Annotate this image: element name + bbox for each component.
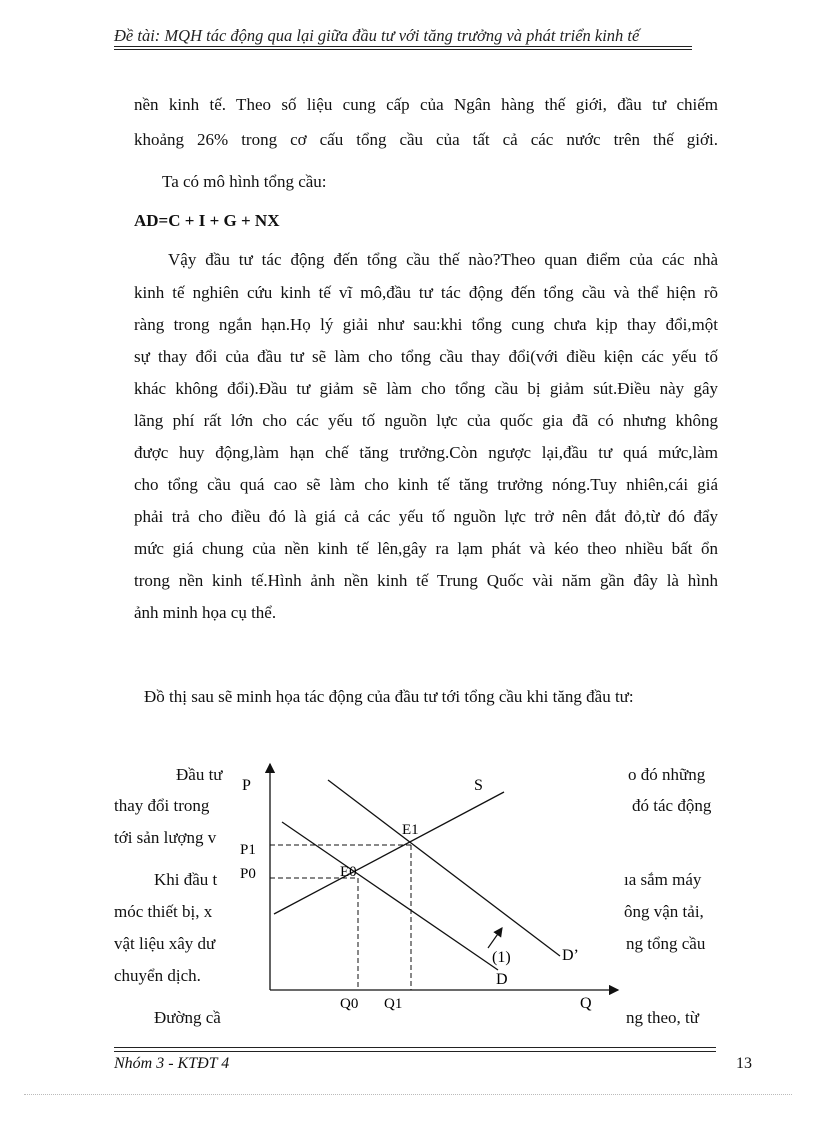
axis-label-q: Q	[580, 995, 592, 1012]
right-fragment: đó tác động	[632, 796, 712, 815]
page-edge-dotted-line	[24, 1094, 792, 1095]
left-fragment: Đầu tư	[176, 765, 223, 784]
para2-line: khác không đổi).Đầu tư giảm sẽ làm cho tổng cầu bị giảm sút.Điều này gây	[134, 379, 718, 398]
tick-label-p1: P1	[240, 842, 256, 858]
para2-line: trong nền kinh tế.Hình ảnh nền kinh tế Trung Quốc vài năm gần đây là hình	[134, 571, 718, 590]
right-fragment: ıa sắm máy	[624, 870, 702, 889]
header-rule-2	[114, 49, 692, 50]
axis-label-p: P	[242, 777, 251, 794]
ad-formula: AD=C + I + G + NX	[134, 211, 280, 230]
para2-line: lãng phí rất lớn cho các yếu tố nguồn lực của quốc gia đã có nhưng không	[134, 411, 718, 430]
left-fragment: vật liệu xây dư	[114, 934, 216, 953]
para2-line: ràng trong ngắn hạn.Họ lý giải như sau:khi tổng cung chưa kịp thay đổi,một	[134, 315, 718, 334]
curve-label-s: S	[474, 777, 483, 794]
para1-line: nền kinh tế. Theo số liệu cung cấp của Ngân hàng thế giới, đầu tư chiếm	[134, 95, 718, 114]
left-fragment: Khi đầu t	[154, 870, 218, 889]
footer-rule	[114, 1047, 716, 1048]
para2-line: kinh tế nghiên cứu kinh tế vĩ mô,đầu tư tác động đến tổng cầu và thể hiện rõ	[134, 283, 718, 302]
left-fragment: móc thiết bị, x	[114, 902, 213, 921]
right-fragment: ng tổng cầu	[626, 934, 706, 953]
left-fragment: Đường cầ	[154, 1008, 221, 1027]
header-rule	[114, 46, 692, 47]
para2-line: phải trả cho điều đó là giá cả các yếu tố nguồn lực trở nên đắt đỏ,từ đó đẩy	[134, 507, 718, 526]
page-header-title: Đề tài: MQH tác động qua lại giữa đầu tư với tăng trưởng và phát triển kinh tế	[114, 26, 640, 45]
right-fragment: ng theo, từ	[626, 1008, 699, 1027]
left-fragment: thay đổi trong	[114, 796, 210, 815]
curve-label-d-prime: D’	[562, 947, 579, 964]
left-fragment: tới sản lượng v	[114, 828, 217, 847]
tick-label-q0: Q0	[340, 996, 359, 1012]
para2-line: được huy động,làm hạn chế tăng trưởng.Còn ngược lại,đầu tư quá mức,làm	[134, 443, 718, 462]
para2-line: Vậy đầu tư tác động đến tổng cầu thế nào?Theo quan điểm của các nhà	[168, 250, 718, 269]
point-label-e0: E0	[340, 864, 357, 880]
para1-line: khoảng 26% trong cơ cấu tổng cầu của tất cả các nước trên thế giới.	[134, 130, 718, 149]
model-intro: Ta có mô hình tổng cầu:	[162, 172, 327, 191]
ad-shift-chart	[230, 752, 622, 1038]
para2-line: mức giá chung của nền kinh tế lên,gây ra lạm phát và kéo theo nhiều bất ổn	[134, 539, 718, 558]
page-number: 13	[736, 1055, 752, 1072]
curve-label-d: D	[496, 971, 508, 988]
footer-rule-2	[114, 1051, 716, 1052]
para2-line: ảnh minh họa cụ thể.	[134, 603, 277, 622]
shift-annotation: (1)	[492, 949, 511, 966]
point-label-e1: E1	[402, 822, 419, 838]
left-fragment: chuyển dịch.	[114, 966, 201, 985]
tick-label-q1: Q1	[384, 996, 403, 1012]
footer-group: Nhóm 3 - KTĐT 4	[114, 1055, 230, 1072]
tick-label-p0: P0	[240, 866, 256, 882]
para2-line: sự thay đổi của đầu tư sẽ làm cho tổng cầu thay đổi(với điều kiện các yếu tố	[134, 347, 718, 366]
right-fragment: ông vận tải,	[624, 902, 704, 921]
chart-intro: Đồ thị sau sẽ minh họa tác động của đầu tư tới tổng cầu khi tăng đầu tư:	[144, 687, 634, 706]
para2-line: cho tổng cầu quá cao sẽ làm cho kinh tế tăng trưởng nóng.Tuy nhiên,cái giá	[134, 475, 718, 494]
right-fragment: o đó những	[628, 765, 706, 784]
